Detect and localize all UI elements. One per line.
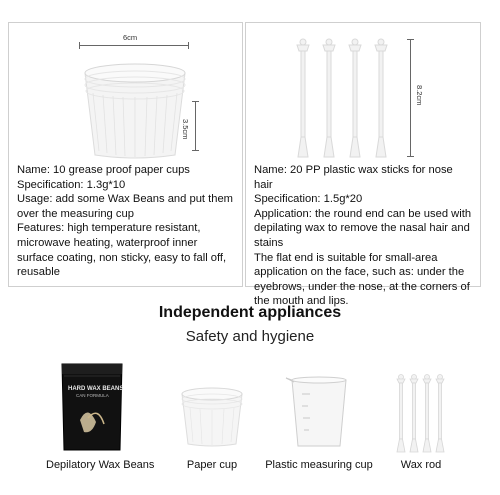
cup-height-label: 3.5cm (181, 119, 190, 140)
cup-width-line (79, 45, 189, 46)
wax-sticks-image (294, 37, 404, 162)
cups-description (17, 163, 236, 280)
cup-width-label: 6cm (123, 33, 138, 42)
sticks-name: Name: 20 PP plastic wax sticks for nose hair (254, 164, 453, 191)
wax-beans-bag-image (58, 360, 126, 452)
wax-rod-label: Wax rod (400, 459, 442, 471)
sticks-flat-end: The flat end is suitable for small-area application on the face, such as: under the eyebrows, under the nose, at the corners of the mouth and lips. (254, 251, 470, 308)
cup-height-line (195, 101, 196, 151)
wax-sticks-panel (245, 22, 481, 308)
sticks-application: Application: the round end can be used with depilating wax to remove the nasal hair and stains (254, 207, 472, 249)
measuring-cup-image (282, 374, 354, 450)
cups-spec: Specification: 1.3g*10 (17, 178, 126, 191)
stick-length-label: 8.2cm (415, 85, 424, 106)
cups-name: Name: 10 grease proof paper cups (17, 164, 190, 176)
paper-cup-product-image (178, 380, 246, 448)
measuring-cup-label: Plastic measuring cup (265, 459, 373, 471)
wax-beans-label: Depilatory Wax Beans (46, 459, 155, 471)
paper-cup-image (79, 51, 191, 159)
wax-rods-image (394, 374, 448, 454)
cups-features: Features: high temperature resistant, microwave heating, waterproof inner surface coating, non sticky, easy to fall off, reusable (17, 222, 227, 279)
bag-subtitle: CAN FORMULA (76, 393, 109, 398)
paper-cups-panel (8, 22, 243, 287)
section-subheading: Safety and hygiene (185, 328, 315, 345)
section-heading: Independent appliances (158, 304, 342, 321)
stick-length-line (410, 39, 411, 157)
bag-title: HARD WAX BEANS (68, 386, 124, 392)
paper-cup-label: Paper cup (186, 459, 238, 471)
cups-usage: Usage: add some Wax Beans and put them over the measuring cup (17, 193, 233, 220)
sticks-description (254, 163, 474, 309)
sticks-spec: Specification: 1.5g*20 (254, 193, 363, 206)
